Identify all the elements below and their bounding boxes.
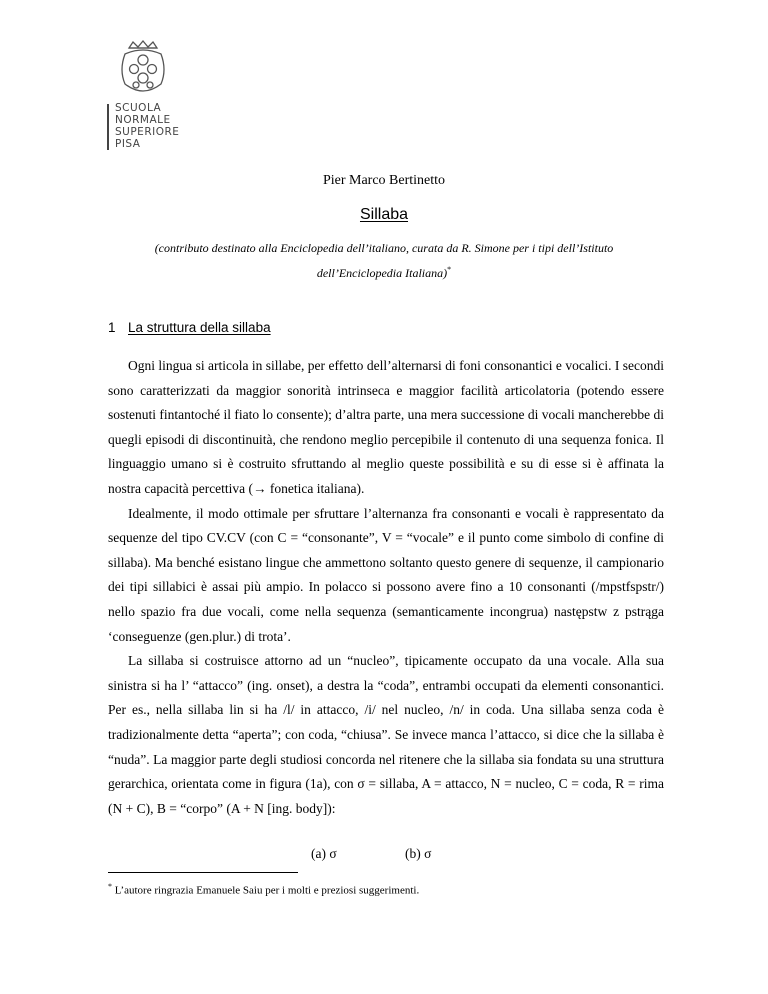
logo-divider bbox=[107, 104, 109, 150]
paragraph: Ogni lingua si articola in sillabe, per effetto dell’alternarsi di foni consonantici e vocalici. I secondi sono caratterizzati da maggior sonorità intrinseca e maggior facilità articolatoria (potendo essere sostenuti fintantoché il fiato lo consente); d’altra parte, una mera successione di vocali mancherebbe di quegli episodi di discontinuità, che rendono meglio percepibile il contenuto di una sequenza fonica. Il linguaggio umano si è costruito sfruttando al meglio queste possibilità e su di esse si è affinata la nostra capacità percettiva (→ fonetica italiana). bbox=[108, 358, 664, 496]
figure-label-b: (b) σ bbox=[405, 846, 432, 861]
footnote-text: L’autore ringrazia Emanuele Saiu per i molti e preziosi suggerimenti. bbox=[114, 884, 420, 897]
footnote-rule bbox=[108, 872, 298, 873]
subtitle-text: (contributo destinato alla Enciclopedia dell’italiano, curata da R. Simone per i tipi dell’Istituto dell’Enciclopedia Italiana) bbox=[154, 241, 614, 280]
footnote bbox=[108, 882, 419, 897]
logo-line: SUPERIORE bbox=[115, 126, 180, 138]
paragraph: La sillaba si costruisce attorno ad un “nucleo”, tipicamente occupato da una vocale. Alla sua sinistra si ha l’ “attacco” (ing. onset), a destra la “coda”, entrambi occupati da elementi consonantici. Per es., nella sillaba lin si ha /l/ in attacco, /i/ nel nucleo, /n/ in coda. Una sillaba senza coda è tradizionalmente detta “aperta”; con coda, “chiusa”. Se invece manca l’attacco, si dice che la sillaba è “nuda”. La maggior parte degli studiosi concorda nel ritenere che la sillaba sia fondata su una struttura gerarchica, orientata come in figura (1a), con σ = sillaba, A = attacco, N = nucleo, C = coda, R = rima (N + C), B = “corpo” (A + N [ing. body]): bbox=[108, 653, 664, 816]
logo-line: SCUOLA bbox=[115, 102, 162, 114]
figure-label-a: (a) σ bbox=[311, 846, 337, 861]
footnote-mark: * bbox=[108, 882, 112, 891]
crest-icon bbox=[117, 40, 169, 100]
institution-name bbox=[115, 102, 179, 150]
author-name: Pier Marco Bertinetto bbox=[322, 173, 446, 188]
subtitle-note bbox=[140, 238, 628, 284]
logo-line: PISA bbox=[115, 138, 141, 150]
logo-line: NORMALE bbox=[115, 114, 171, 126]
document-title: Sillaba bbox=[359, 206, 409, 223]
section-heading bbox=[108, 320, 271, 335]
body-text bbox=[108, 354, 664, 821]
footnote-marker: * bbox=[447, 265, 452, 274]
section-number: 1 bbox=[108, 320, 116, 335]
section-title: La struttura della sillaba bbox=[128, 320, 271, 335]
paragraph: Idealmente, il modo ottimale per sfruttare l’alternanza fra consonanti e vocali è rappresentato da sequenze del tipo CV.CV (con C = “consonante”, V = “vocale” e il punto come simbolo di confine di sillaba). Ma benché esistano lingue che ammettono soltanto questo genere di sequenze, il campionario dei tipi sillabici è assai più ampio. In polacco si possono avere fino a 10 consonanti (/mpstfspstr/) nello spazio fra due vocali, come nella sequenza (semanticamente incongrua) następstw z pstrąga ‘conseguenze (gen.plur.) di trota’. bbox=[108, 505, 664, 644]
institution-logo bbox=[103, 40, 183, 152]
